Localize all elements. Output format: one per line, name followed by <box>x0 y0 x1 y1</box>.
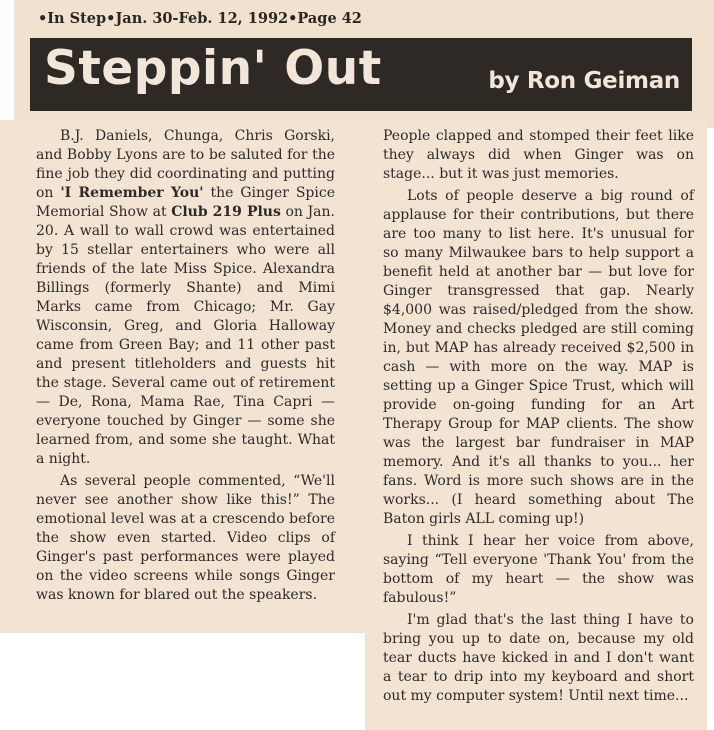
paragraph-text: on Jan. 20. A wall to wall crowd was entertained by 15 stellar entertainers who were all friends of the late Miss Spice. Alexandra Billings (formerly Shante) and Mimi Marks came from Chicago; Mr. Gay Wisconsin, Greg, and Gloria Halloway came from Green Bay; and 11 other past and present titleholders and guests hit the stage. Several came out of retirement — De, Rona, Mama Rae, Tina Capri — everyone touched by Ginger — some she learned from, and some she taught. What a night. <box>36 204 335 467</box>
article-paragraph: Lots of people deserve a big round of applause for their contributions, but there are too many to list here. It's unusual for so many Milwaukee bars to help support a benefit held at another bar — but love for Ginger transgressed that gap. Nearly $4,000 was raised/pledged from the show. Money and checks pledged are still coming in, but MAP has already received $2,500 in cash — with more on the way. MAP is setting up a Ginger Spice Trust, which will provide on-going funding for an Art Therapy Group for MAP clients. The show was the largest bar fundraiser in MAP memory. And it's all thanks to you... her fans. Word is more such shows are in the works... (I heard something about The Baton girls ALL coming up!) <box>383 188 694 527</box>
article-paragraph <box>36 127 335 469</box>
column-banner <box>30 38 692 111</box>
show-name: 'I Remember You' <box>60 185 204 201</box>
article-paragraph: I think I hear her voice from above, saying “Tell everyone 'Thank You' from the bottom of my heart — the show was fabulous!” <box>383 533 694 606</box>
article-left-column <box>36 127 335 605</box>
paragraph-text: the Ginger Spice Memorial Show at <box>36 185 335 220</box>
paragraph-text: B.J. Daniels, Chunga, Chris Gorski, and Bobby Lyons are to be saluted for the fine job they did coordinating and putting on <box>36 128 335 201</box>
article-paragraph: As several people commented, “We'll never see another show like this!” The emotional level was at a crescendo before the show even started. Video clips of Ginger's past performances were played on the video screens while songs Ginger was known for blared out the speakers. <box>36 473 335 603</box>
column-title: Steppin' Out <box>44 41 382 96</box>
byline: by Ron Geiman <box>488 68 680 94</box>
article-paragraph-continued: People clapped and stomped their feet like they always did when Ginger was on stage... but it was just memories. <box>383 128 694 182</box>
article-right-column <box>383 127 694 706</box>
issue-header-line: •In Step•Jan. 30-Feb. 12, 1992•Page 42 <box>38 10 362 27</box>
venue-name: Club 219 Plus <box>171 204 281 220</box>
article-paragraph: I'm glad that's the last thing I have to bring you up to date on, because my old tear ducts have kicked in and I don't want a tear to drip into my keyboard and short out my computer system! Until next time... <box>383 612 694 704</box>
